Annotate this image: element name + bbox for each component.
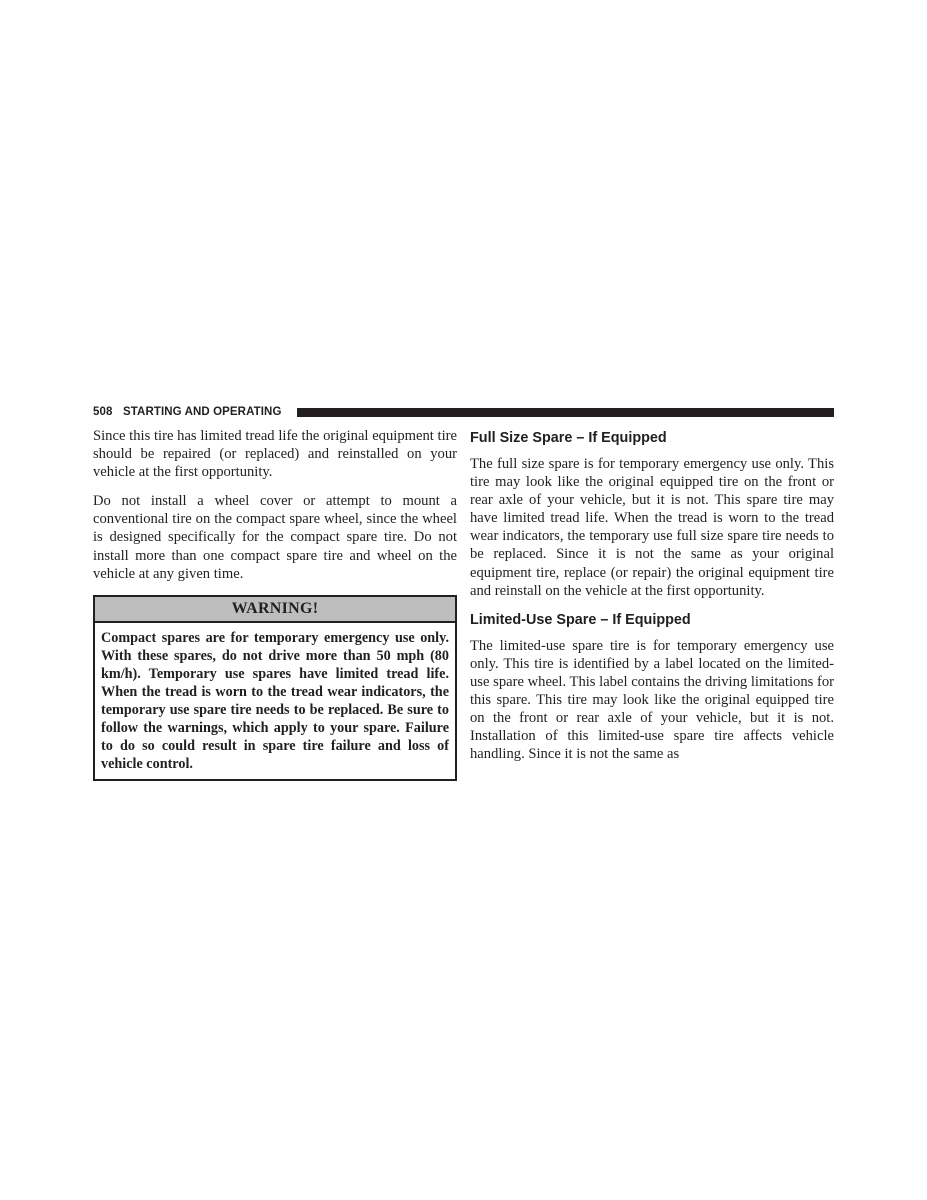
- section-heading: Full Size Spare – If Equipped: [470, 430, 667, 446]
- warning-title: WARNING!: [95, 597, 455, 623]
- section-title: STARTING AND OPERATING: [123, 406, 282, 418]
- right-column: [470, 427, 834, 774]
- section-heading: Limited-Use Spare – If Equipped: [470, 611, 691, 628]
- page-header: [93, 405, 834, 420]
- body-paragraph: The limited-use spare tire is for temporary emergency use only. This tire is identified by a label located on the limited-use spare wheel. This label contains the driving limitations for this spare. This tire may look like the original equipped tire on the front or rear axle of your vehicle, but it is not. Installation of this limited-use spare tire affects vehicle handling. Since it is not the same as: [470, 637, 834, 763]
- warning-box: [93, 595, 457, 781]
- page-number: 508: [93, 406, 113, 418]
- body-paragraph: Do not install a wheel cover or attempt to mount a conventional tire on the compact spare wheel, since the wheel is designed specifically for the compact spare tire. Do not install more than one compact spare tire and wheel on the vehicle at any given time.: [93, 493, 457, 582]
- warning-text: Compact spares are for temporary emergency use only. With these spares, do not drive more than 50 mph (80 km/h). Temporary use spares have limited tread life. When the tread is worn to the tread wear indicators, the temporary use spare tire needs to be replaced. Be sure to follow the warnings, which apply to your spare. Failure to do so could result in spare tire failure and loss of vehicle control.: [101, 629, 449, 773]
- header-rule: [297, 408, 834, 417]
- body-paragraph: Since this tire has limited tread life the original equipment tire should be repaired (or replaced) and reinstalled on your vehicle at the first opportunity.: [93, 428, 457, 481]
- left-column: [93, 427, 457, 781]
- body-paragraph: The full size spare is for temporary emergency use only. This tire may look like the original equipped tire on the front or rear axle of your vehicle, but it is not. This spare tire may have limited tread life. When the tread is worn to the tread wear indicators, the temporary use full size spare tire needs to be replaced. Since it is not the same as your original equipment tire, replace (or repair) the original equipment tire and reinstall on the vehicle at the first opportunity.: [470, 456, 834, 599]
